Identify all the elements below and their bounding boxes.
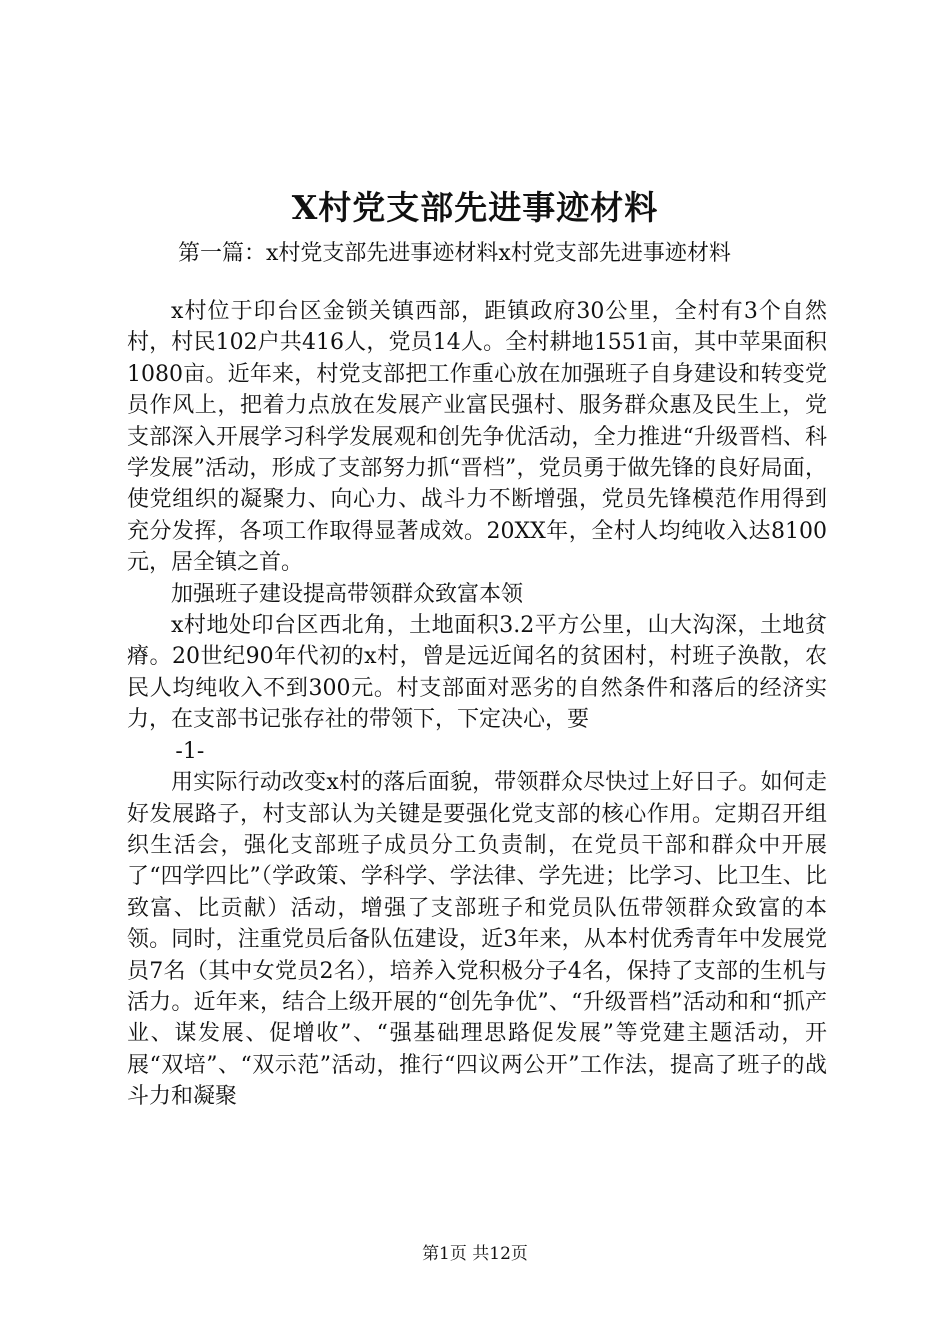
paragraph-intro: x村位于印台区金锁关镇西部，距镇政府30公里，全村有3个自然村，村民102户共416人，党员14人。全村耕地1551亩，其中苹果面积1080亩。近年来，村党支部把工作重心放在加强班子自身建设和转变党员作风上，把着力点放在发展产业富民强村、服务群众惠及民生上，党支部深入开展学习科学发展观和创先争优活动，全力推进“升级晋档、科学发展”活动，形成了支部努力抓“晋档”，党员勇于做先锋的良好局面，使党组织的凝聚力、向心力、战斗力不断增强，党员先锋模范作用得到充分发挥，各项工作取得显著成效。20XX年，全村人均纯收入达8100元，居全镇之首。 — [127, 299, 827, 576]
document-subtitle: 第一篇：x村党支部先进事迹材料x村党支部先进事迹材料 — [178, 241, 731, 266]
document-body — [127, 296, 827, 1113]
page-marker: -1- — [175, 738, 205, 764]
paragraph-background: x村地处印台区西北角，土地面积3.2平方公里，山大沟深，土地贫瘠。20世纪90年代初的x村，曾是远近闻名的贫困村，村班子涣散，农民人均纯收入不到300元。村支部面对恶劣的自然条件和落后的经济实力，在支部书记张存社的带领下，下定决心，要 — [127, 613, 827, 733]
section-heading: 加强班子建设提高带领群众致富本领 — [171, 581, 524, 607]
page-footer: 第1页 共12页 — [422, 1244, 528, 1264]
document-title: X村党支部先进事迹材料 — [291, 188, 659, 227]
paragraph-actions: 用实际行动改变x村的落后面貌，带领群众尽快过上好日子。如何走好发展路子，村支部认为关键是要强化党支部的核心作用。定期召开组织生活会，强化支部班子成员分工负责制，在党员干部和群众中开展了“四学四比”（学政策、学科学、学法律、学先进；比学习、比卫生、比致富、比贡献）活动，增强了支部班子和党员队伍带领群众致富的本领。同时，注重党员后备队伍建设，近3年来，从本村优秀青年中发展党员7名（其中女党员2名），培养入党积极分子4名，保持了支部的生机与活力。近年来，结合上级开展的“创先争优”、“升级晋档”活动和和“抓产业、谋发展、促增收”、“强基础理思路促发展”等党建主题活动，开展“双培”、“双示范”活动，推行“四议两公开”工作法，提高了班子的战斗力和凝聚 — [127, 770, 827, 1110]
